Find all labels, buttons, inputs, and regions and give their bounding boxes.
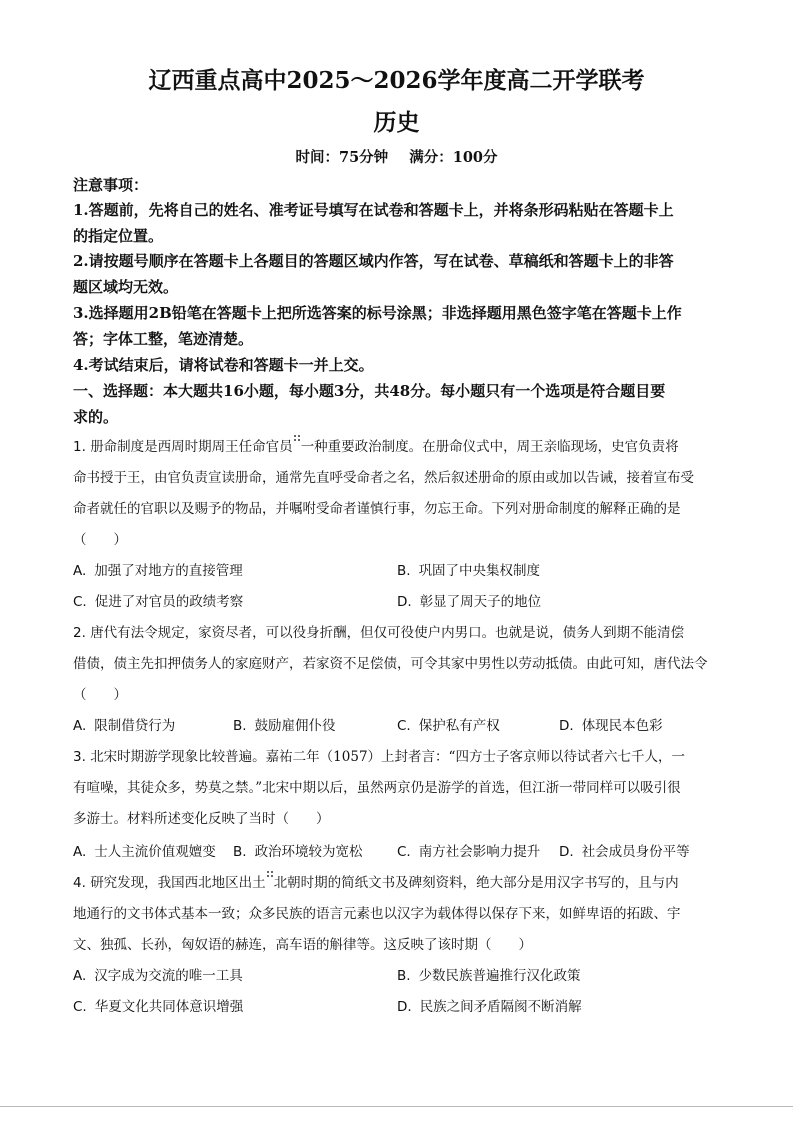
question-number: 2. bbox=[73, 625, 86, 641]
note-line: 3.选择题用2B铅笔在答题卡上把所选答案的标号涂黑；非选择题用黑色签字笔在答题卡上作 bbox=[73, 304, 682, 322]
exam-info bbox=[0, 146, 793, 167]
question-2-stem: 2. 唐代有法令规定，家资尽者，可以役身折酬，但仅可役使户内男口。也就是说，债务人到期不能清偿 bbox=[73, 625, 685, 641]
question-1-stem: 1. 册命制度是西周时期周王任命官员 一种重要政治制度。在册命仪式中，周王亲临现场，史官负责将 bbox=[73, 435, 723, 455]
question-text-line: 多游士。材料所述变化反映了当时（ ） bbox=[73, 811, 330, 827]
note-line: 题区域均无效。 bbox=[73, 278, 179, 296]
option-b[interactable]: B. 巩固了中央集权制度 bbox=[397, 563, 541, 579]
option-a[interactable]: A. 汉字成为交流的唯一工具 bbox=[73, 968, 243, 984]
option-b[interactable]: B. 政治环境较为宽松 bbox=[233, 844, 363, 860]
exam-title: 辽西重点高中2025～2026学年度高二开学联考 bbox=[148, 67, 645, 94]
option-b[interactable]: B. 鼓励雇佣仆役 bbox=[233, 718, 336, 734]
option-b[interactable]: B. 少数民族普遍推行汉化政策 bbox=[397, 968, 581, 984]
option-a[interactable]: A. 限制借贷行为 bbox=[73, 718, 176, 734]
question-text-line: 命书授于王，由官负责宣读册命，通常先直呼受命者之名，然后叙述册命的原由或加以告诫，接着宣布受 bbox=[73, 470, 694, 486]
note-line: 答；字体工整，笔迹清楚。 bbox=[73, 330, 254, 348]
scan-artifact bbox=[266, 871, 274, 881]
answer-bracket: （ ） bbox=[73, 687, 127, 703]
option-d[interactable]: D. 民族之间矛盾隔阂不断消解 bbox=[397, 999, 582, 1015]
notes-heading: 注意事项： bbox=[73, 176, 149, 194]
option-d[interactable]: D. 社会成员身份平等 bbox=[559, 844, 690, 860]
note-line: 的指定位置。 bbox=[73, 227, 164, 245]
option-c[interactable]: C. 保护私有产权 bbox=[397, 718, 500, 734]
option-d[interactable]: D. 彰显了周天子的地位 bbox=[397, 594, 542, 610]
question-4-stem: 4. 研究发现，我国西北地区出土 北朝时期的简纸文书及碑刻资料，绝大部分是用汉字书写的，且与内 bbox=[73, 871, 723, 891]
option-c[interactable]: C. 华夏文化共同体意识增强 bbox=[73, 999, 244, 1015]
question-number: 4. bbox=[73, 875, 86, 891]
subject-title: 历史 bbox=[373, 109, 420, 136]
page-footer-rule bbox=[0, 1106, 793, 1107]
note-line: 1.答题前，先将自己的姓名、准考证号填写在试卷和答题卡上，并将条形码粘贴在答题卡上 bbox=[73, 201, 674, 219]
section-heading-cont: 求的。 bbox=[73, 408, 119, 426]
section-heading: 一、选择题：本大题共16小题，每小题3分，共48分。每小题只有一个选项是符合题目要 bbox=[73, 382, 666, 400]
note-line: 2.请按题号顺序在答题卡上各题目的答题区域内作答，写在试卷、草稿纸和答题卡上的非答 bbox=[73, 252, 674, 270]
option-c[interactable]: C. 南方社会影响力提升 bbox=[397, 844, 541, 860]
question-text-line: 借债，债主先扣押债务人的家庭财产，若家资不足偿债，可令其家中男性以劳动抵债。由此可知，唐代法令 bbox=[73, 656, 708, 672]
exam-score: 满分：100分 bbox=[409, 149, 498, 166]
option-a[interactable]: A. 士人主流价值观嬗变 bbox=[73, 844, 216, 860]
question-number: 1. bbox=[73, 439, 86, 455]
question-text-line: 文、独孤、长孙，匈奴语的赫连，高车语的斛律等。这反映了该时期（ ） bbox=[73, 937, 532, 953]
question-3-stem: 3. 北宋时期游学现象比较普遍。嘉祐二年（1057）上封者言：“四方士子客京师以待试者六七千人，一 bbox=[73, 749, 685, 765]
option-d[interactable]: D. 体现民本色彩 bbox=[559, 718, 663, 734]
question-text-line: 命者就任的官职以及赐予的物品，并嘱咐受命者谨慎行事，勿忘王命。下列对册命制度的解释正确的是 bbox=[73, 501, 681, 517]
option-c[interactable]: C. 促进了对官员的政绩考察 bbox=[73, 594, 244, 610]
option-a[interactable]: A. 加强了对地方的直接管理 bbox=[73, 563, 243, 579]
exam-time: 时间：75分钟 bbox=[295, 149, 389, 166]
question-number: 3. bbox=[73, 749, 86, 765]
question-text-line: 有喧噪，其徒众多，势莫之禁。”北宋中期以后，虽然两京仍是游学的首选，但江浙一带同样可以吸引很 bbox=[73, 780, 681, 796]
note-line: 4.考试结束后，请将试卷和答题卡一并上交。 bbox=[73, 356, 374, 374]
question-text-line: 地通行的文书体式基本一致；众多民族的语言元素也以汉字为载体得以保存下来，如鲜卑语的拓跋、宇 bbox=[73, 906, 681, 922]
answer-bracket: （ ） bbox=[73, 532, 127, 548]
scan-artifact bbox=[293, 435, 301, 445]
